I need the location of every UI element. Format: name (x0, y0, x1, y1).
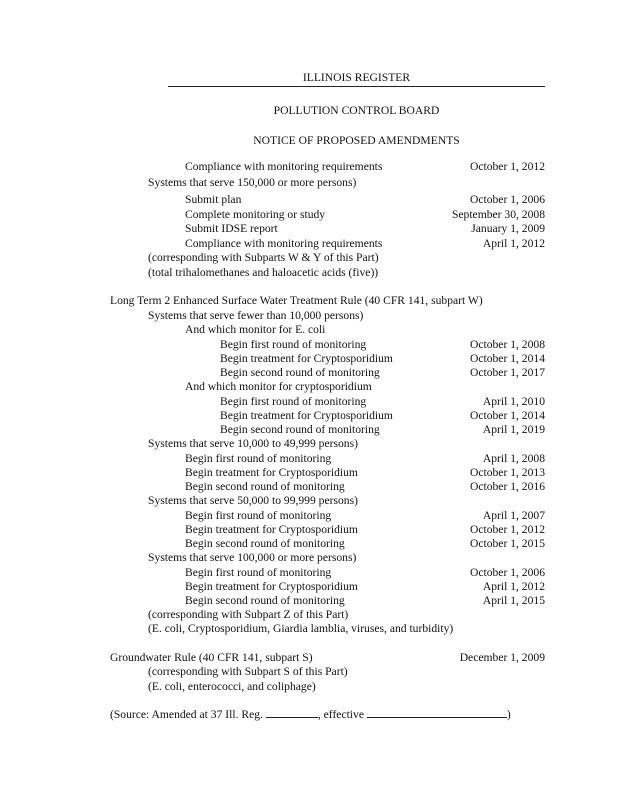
schedule-line (0, 193, 545, 207)
line-date: April 1, 2012 (482, 237, 545, 250)
schedule-line (0, 423, 545, 437)
board-title: POLLUTION CONTROL BOARD (273, 104, 440, 117)
schedule-line (0, 523, 545, 537)
schedule-line (0, 366, 545, 380)
line-date: October 1, 2015 (469, 537, 545, 550)
schedule-line (0, 266, 545, 280)
line-text: (corresponding with Subparts W & Y of this Part) (148, 251, 379, 264)
line-date: April 1, 2012 (482, 580, 545, 593)
line-date: January 1, 2009 (471, 222, 545, 235)
line-date: October 1, 2006 (469, 193, 545, 206)
line-text: And which monitor for cryptosporidium (185, 380, 372, 393)
schedule-line (0, 160, 545, 174)
schedule-line (0, 294, 545, 308)
schedule-line (0, 309, 545, 323)
line-text: And which monitor for E. coli (185, 323, 326, 336)
schedule-line (0, 176, 545, 190)
line-text: (corresponding with Subpart Z of this Part) (148, 608, 349, 621)
schedule-line (0, 494, 545, 508)
schedule-line (0, 608, 545, 622)
line-text: Begin second round of monitoring (185, 594, 345, 607)
schedule-line (0, 380, 545, 394)
schedule-line (0, 395, 545, 409)
line-text: (corresponding with Subpart S of this Part) (148, 665, 348, 678)
schedule-line (0, 622, 545, 636)
schedule-line (0, 680, 545, 694)
line-date: October 1, 2008 (469, 338, 545, 351)
schedule-line (0, 651, 545, 665)
schedule-line (0, 323, 545, 337)
schedule-line (0, 437, 545, 451)
line-date: October 1, 2014 (469, 352, 545, 365)
line-text: Begin second round of monitoring (185, 537, 345, 550)
source-prefix: (Source: Amended at 37 Ill. Reg. (110, 708, 266, 721)
line-text: Systems that serve 10,000 to 49,999 persons) (148, 437, 358, 450)
line-date: October 1, 2016 (469, 480, 545, 493)
line-text: Begin first round of monitoring (185, 452, 332, 465)
line-date: April 1, 2008 (482, 452, 545, 465)
schedule-line (0, 237, 545, 251)
notice-title: NOTICE OF PROPOSED AMENDMENTS (253, 134, 460, 147)
line-text: Begin treatment for Cryptosporidium (185, 523, 358, 536)
source-suffix: ) (506, 708, 511, 721)
schedule-line (0, 222, 545, 236)
line-date: April 1, 2019 (482, 423, 545, 436)
line-text: Begin second round of monitoring (220, 423, 380, 436)
schedule-line (0, 480, 545, 494)
line-text: Begin first round of monitoring (220, 395, 367, 408)
line-text: Begin second round of monitoring (220, 366, 380, 379)
line-text: (total trihalomethanes and haloacetic acids (five)) (148, 266, 379, 279)
reg-page-blank (266, 706, 318, 718)
line-text: (E. coli, Cryptosporidium, Giardia lamblia, viruses, and turbidity) (148, 622, 454, 635)
line-text: Begin first round of monitoring (185, 566, 332, 579)
line-text: Begin treatment for Cryptosporidium (185, 580, 358, 593)
line-date: October 1, 2012 (469, 523, 545, 536)
line-date: October 1, 2006 (469, 566, 545, 579)
schedule-line (0, 251, 545, 265)
line-date: October 1, 2013 (469, 466, 545, 479)
source-middle: , effective (317, 708, 367, 721)
register-title: ILLINOIS REGISTER (302, 71, 411, 84)
line-date: October 1, 2012 (469, 160, 545, 173)
line-date: April 1, 2010 (482, 395, 545, 408)
line-text: Begin first round of monitoring (185, 509, 332, 522)
line-text: Compliance with monitoring requirements (185, 237, 383, 250)
schedule-line (0, 338, 545, 352)
schedule-line (0, 452, 545, 466)
schedule-line (0, 466, 545, 480)
schedule-line (0, 409, 545, 423)
schedule-line (0, 352, 545, 366)
schedule-line (0, 594, 545, 608)
line-date: October 1, 2014 (469, 409, 545, 422)
schedule-line (0, 509, 545, 523)
line-text: Complete monitoring or study (185, 208, 326, 221)
line-text: (E. coli, enterococci, and coliphage) (148, 680, 316, 693)
schedule-line (0, 208, 545, 222)
line-date: April 1, 2007 (482, 509, 545, 522)
line-text: Begin treatment for Cryptosporidium (185, 466, 358, 479)
line-date: October 1, 2017 (469, 366, 545, 379)
schedule-line (0, 580, 545, 594)
line-text: Systems that serve fewer than 10,000 persons) (148, 309, 364, 322)
line-text: Begin treatment for Cryptosporidium (220, 409, 393, 422)
line-date: April 1, 2015 (482, 594, 545, 607)
line-text: Compliance with monitoring requirements (185, 160, 383, 173)
effective-date-blank (367, 706, 507, 718)
line-text: Begin first round of monitoring (220, 338, 367, 351)
header-rule (168, 86, 545, 87)
line-date: December 1, 2009 (459, 651, 545, 664)
line-date: September 30, 2008 (451, 208, 545, 221)
line-text: Submit IDSE report (185, 222, 278, 235)
line-text: Systems that serve 100,000 or more persons) (148, 551, 357, 564)
line-text: Begin second round of monitoring (185, 480, 345, 493)
line-text: Systems that serve 50,000 to 99,999 persons) (148, 494, 358, 507)
line-text: Begin treatment for Cryptosporidium (220, 352, 393, 365)
schedule-line (0, 665, 545, 679)
source-note (110, 706, 511, 722)
line-text: Submit plan (185, 193, 242, 206)
line-text: Long Term 2 Enhanced Surface Water Treatment Rule (40 CFR 141, subpart W) (110, 294, 483, 307)
line-text: Groundwater Rule (40 CFR 141, subpart S) (110, 651, 313, 664)
schedule-line (0, 551, 545, 565)
line-text: Systems that serve 150,000 or more persons) (148, 176, 357, 189)
schedule-line (0, 566, 545, 580)
schedule-line (0, 537, 545, 551)
